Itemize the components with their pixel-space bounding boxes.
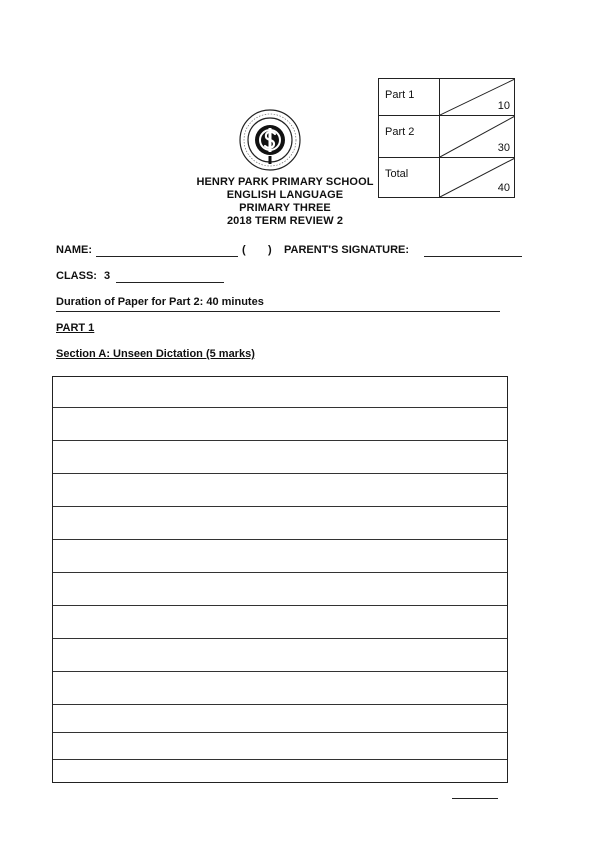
score-cell [439,79,515,115]
exam-title: 2018 TERM REVIEW 2 [226,215,344,227]
section-title: Section A: Unseen Dictation (5 marks) [56,348,255,360]
index-close: ) [268,244,272,256]
name-label: NAME: [56,244,93,256]
writing-line [53,407,507,408]
score-max: 30 [497,142,510,154]
writing-line [53,539,507,540]
score-label: Part 2 [385,126,415,138]
writing-line [53,473,507,474]
writing-line [53,759,507,760]
writing-line [53,732,507,733]
score-max: 40 [497,182,510,194]
writing-line [53,638,507,639]
class-field[interactable] [116,282,224,283]
class-label: CLASS: [56,270,97,282]
level-title: PRIMARY THREE [239,202,331,214]
part-title: PART 1 [56,322,95,334]
writing-line [53,671,507,672]
duration-underline [56,311,500,312]
score-max: 10 [497,100,510,112]
writing-line [53,704,507,705]
score-cell [439,116,515,157]
class-value: 3 [104,270,111,282]
score-row-part1 [379,79,514,116]
score-cell [439,158,515,197]
parent-signature-label: PARENT'S SIGNATURE: [284,244,410,256]
school-crest-icon [238,108,302,172]
score-row-part2 [379,116,514,158]
score-label: Part 1 [385,89,415,101]
name-field[interactable] [96,256,238,257]
school-name: HENRY PARK PRIMARY SCHOOL [196,176,374,188]
writing-line [53,440,507,441]
dictation-writing-area[interactable] [52,376,508,783]
subject-title: ENGLISH LANGUAGE [226,189,344,201]
writing-line [53,572,507,573]
score-label: Total [385,168,409,180]
parent-signature-field[interactable] [424,256,522,257]
writing-line [53,506,507,507]
duration-text: Duration of Paper for Part 2: 40 minutes [56,296,264,308]
index-open: ( [242,244,246,256]
section-score-field[interactable] [452,798,498,799]
writing-line [53,605,507,606]
